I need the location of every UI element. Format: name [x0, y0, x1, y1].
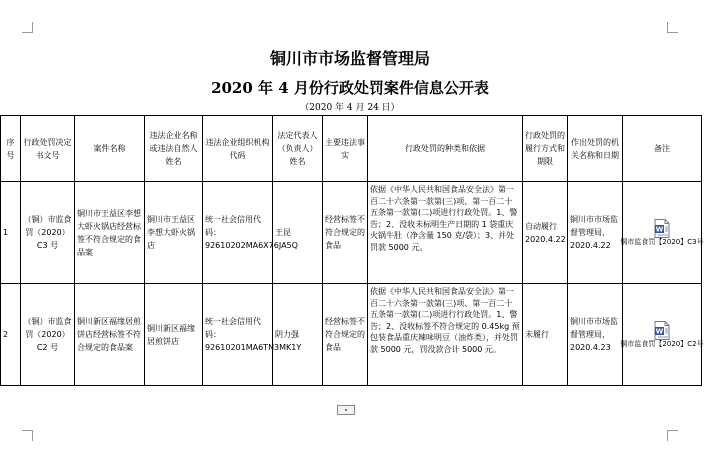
attachment-object[interactable] — [620, 219, 704, 247]
cell-basis: 依据《中华人民共和国食品安全法》第一百二十六条第一款第(三)项、第一百二十五条第一款第(二)项进行行政处罚。1、警告；2、没收未标明生产日期的 1 袋重庆火锅牛肚（净含量 150 克/袋）；3、并处罚款 5000 元。 — [368, 182, 523, 284]
col-header-doc-no: 行政处罚决定书文号 — [21, 116, 75, 182]
table-resize-handle[interactable] — [337, 405, 355, 415]
word-document-icon — [654, 321, 670, 340]
cell-org-code: 统一社会信用代码：92610202MA6X76JA5Q — [203, 182, 273, 284]
cell-authority: 铜川市市场监督管理局，2020.4.23 — [568, 284, 623, 386]
page-corner-mark — [667, 430, 678, 441]
agency-title: 铜川市市场监督管理局 — [269, 49, 430, 68]
cell-party: 铜川市王益区李想大虾火锅店 — [145, 182, 203, 284]
cell-remarks — [620, 284, 704, 386]
cell-party: 铜川新区福缘居煎饼店 — [145, 284, 203, 386]
cell-facts: 经营标签不符合规定的食品 — [323, 182, 368, 284]
col-header-org-code: 违法企业组织机构代码 — [203, 116, 273, 182]
penalty-table — [0, 115, 702, 386]
cell-doc-no: （铜）市监食罚（2020）C3 号 — [21, 182, 75, 284]
cell-no: 2 — [1, 284, 21, 386]
table-row — [1, 182, 702, 284]
cell-representative: 阴力强 — [273, 284, 323, 386]
col-header-authority: 作出处罚的机关名称和日期 — [568, 116, 623, 182]
table-header-row — [1, 116, 702, 182]
cell-performance: 未履行 — [523, 284, 568, 386]
col-header-basis: 行政处罚的种类和依据 — [368, 116, 523, 182]
cell-facts: 经营标签不符合规定的食品 — [323, 284, 368, 386]
attachment-object[interactable] — [620, 321, 704, 349]
cell-org-code: 统一社会信用代码：92610201MA6TN3MK1Y — [203, 284, 273, 386]
col-header-no: 序号 — [1, 116, 21, 182]
table-row — [1, 284, 702, 386]
report-title: 2020 年 4 月份行政处罚案件信息公开表 — [211, 79, 489, 97]
attachment-label: 铜市监食罚【2020】C3号 — [620, 237, 704, 246]
col-header-performance: 行政处罚的履行方式和期限 — [523, 116, 568, 182]
page-corner-mark — [22, 22, 33, 33]
cell-performance: 自动履行 2020.4.22 — [523, 182, 568, 284]
cell-authority: 铜川市市场监督管理局，2020.4.22 — [568, 182, 623, 284]
col-header-facts: 主要违法事实 — [323, 116, 368, 182]
svg-text:W: W — [655, 225, 664, 233]
col-header-representative: 法定代表人（负责人）姓名 — [273, 116, 323, 182]
col-header-case-name: 案件名称 — [75, 116, 145, 182]
cell-no: 1 — [1, 182, 21, 284]
cell-case-name: 铜川新区福缘居煎饼店经营标签不符合规定的食品案 — [75, 284, 145, 386]
svg-text:W: W — [655, 327, 664, 335]
attachment-label: 铜市监食罚【2020】C2号 — [620, 339, 704, 348]
cell-representative: 王昆 — [273, 182, 323, 284]
col-header-party: 违法企业名称或违法自然人姓名 — [145, 116, 203, 182]
page-corner-mark — [667, 22, 678, 33]
word-document-icon — [654, 219, 670, 238]
cell-case-name: 铜川市王益区李想大虾火锅店经营标签不符合规定的食品案 — [75, 182, 145, 284]
cell-remarks — [620, 182, 704, 284]
cell-basis: 依据《中华人民共和国食品安全法》第一百二十六条第一款第(三)项、第一百二十五条第一款第(二)项进行行政处罚。1、警告；2、没收标签不符合规定的 0.45kg 预包装食品重庆辣味明豆（油炸类），并处罚款 5000 元，罚没款合计 5000 元。 — [368, 284, 523, 386]
cell-doc-no: （铜）市监食罚（2020）C2 号 — [21, 284, 75, 386]
page-corner-mark — [22, 430, 33, 441]
report-date: （2020 年 4 月 24 日） — [300, 103, 400, 113]
col-header-remarks: 备注 — [623, 116, 702, 182]
